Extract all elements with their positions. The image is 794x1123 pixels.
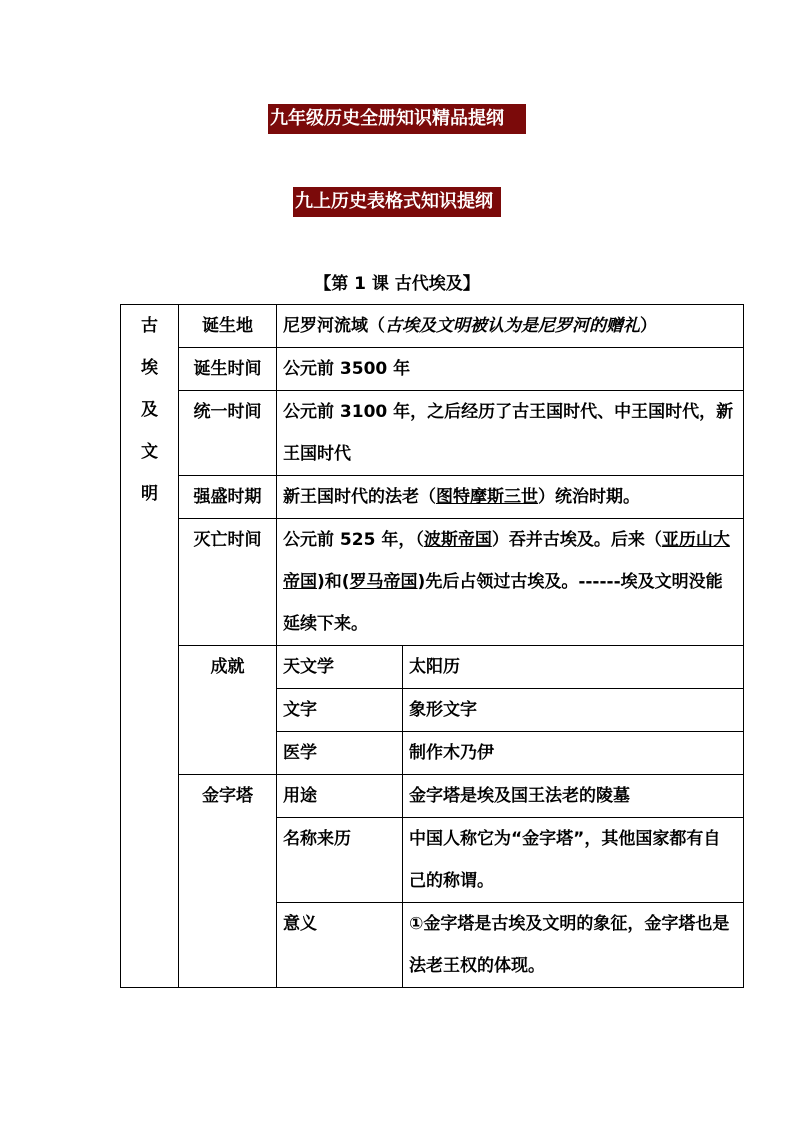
- civ-char: 埃: [141, 358, 158, 378]
- achievement-field: 文字: [277, 689, 403, 732]
- row-label: 诞生地: [179, 305, 277, 348]
- table-row: [121, 391, 744, 476]
- value-text: 尼罗河流域（: [283, 316, 385, 336]
- value-text: ）: [640, 316, 657, 336]
- document-title: 九年级历史全册知识精品提纲: [268, 104, 526, 134]
- pyramid-value: 金字塔是埃及国王法老的陵墓: [403, 775, 744, 818]
- value-text: 公元前 525 年，（: [283, 530, 424, 550]
- pyramid-label: 金字塔: [179, 775, 277, 988]
- value-text: )先后占领过古埃及。------埃及文明没能延续下来。: [283, 572, 723, 634]
- pyramid-field: 用途: [277, 775, 403, 818]
- birthplace-note: 古埃及文明被认为是尼罗河的赠礼: [385, 316, 640, 336]
- pyramid-field: 名称来历: [277, 818, 403, 903]
- value-text: 新王国时代的法老（: [283, 487, 436, 507]
- achievements-label: 成就: [179, 646, 277, 775]
- achievement-field: 天文学: [277, 646, 403, 689]
- civ-char: 古: [141, 316, 158, 336]
- pharaoh-name: 图特摩斯三世: [436, 487, 538, 507]
- value-text: ）吞并古埃及。后来（: [491, 530, 662, 550]
- achievement-value: 制作木乃伊: [403, 732, 744, 775]
- pyramid-value: 中国人称它为“金字塔”，其他国家都有自己的称谓。: [403, 818, 744, 903]
- row-label: 诞生时间: [179, 348, 277, 391]
- persian-empire: 波斯帝国: [423, 530, 492, 550]
- knowledge-table: [120, 304, 744, 988]
- row-value: [277, 476, 744, 519]
- row-label: 统一时间: [179, 391, 277, 476]
- achievement-value: 象形文字: [403, 689, 744, 732]
- lesson-heading: 【第 1 课 古代埃及】: [314, 274, 480, 294]
- table-row: [121, 305, 744, 348]
- table-row: [121, 519, 744, 646]
- pyramid-field: 意义: [277, 903, 403, 988]
- civilization-label-cell: [121, 305, 179, 988]
- roman-empire: 罗马帝国: [349, 572, 418, 592]
- row-value: [277, 519, 744, 646]
- pyramid-value: ①金字塔是古埃及文明的象征，金字塔也是法老王权的体现。: [403, 903, 744, 988]
- row-value: 公元前 3500 年: [277, 348, 744, 391]
- value-text: ）统治时期。: [538, 487, 640, 507]
- achievement-value: 太阳历: [403, 646, 744, 689]
- table-row: [121, 775, 744, 818]
- row-value: [277, 305, 744, 348]
- document-subtitle: 九上历史表格式知识提纲: [293, 187, 501, 217]
- alexander-empire: 亚历山大帝国: [283, 530, 730, 592]
- row-label: 强盛时期: [179, 476, 277, 519]
- achievement-field: 医学: [277, 732, 403, 775]
- table-row: [121, 348, 744, 391]
- civ-char: 文: [141, 442, 158, 462]
- civ-char: 及: [141, 400, 158, 420]
- value-text: )和(: [317, 572, 350, 592]
- row-value: 公元前 3100 年，之后经历了古王国时代、中王国时代，新王国时代: [277, 391, 744, 476]
- table-row: [121, 646, 744, 689]
- table-row: [121, 476, 744, 519]
- row-label: 灭亡时间: [179, 519, 277, 646]
- civ-char: 明: [141, 484, 158, 504]
